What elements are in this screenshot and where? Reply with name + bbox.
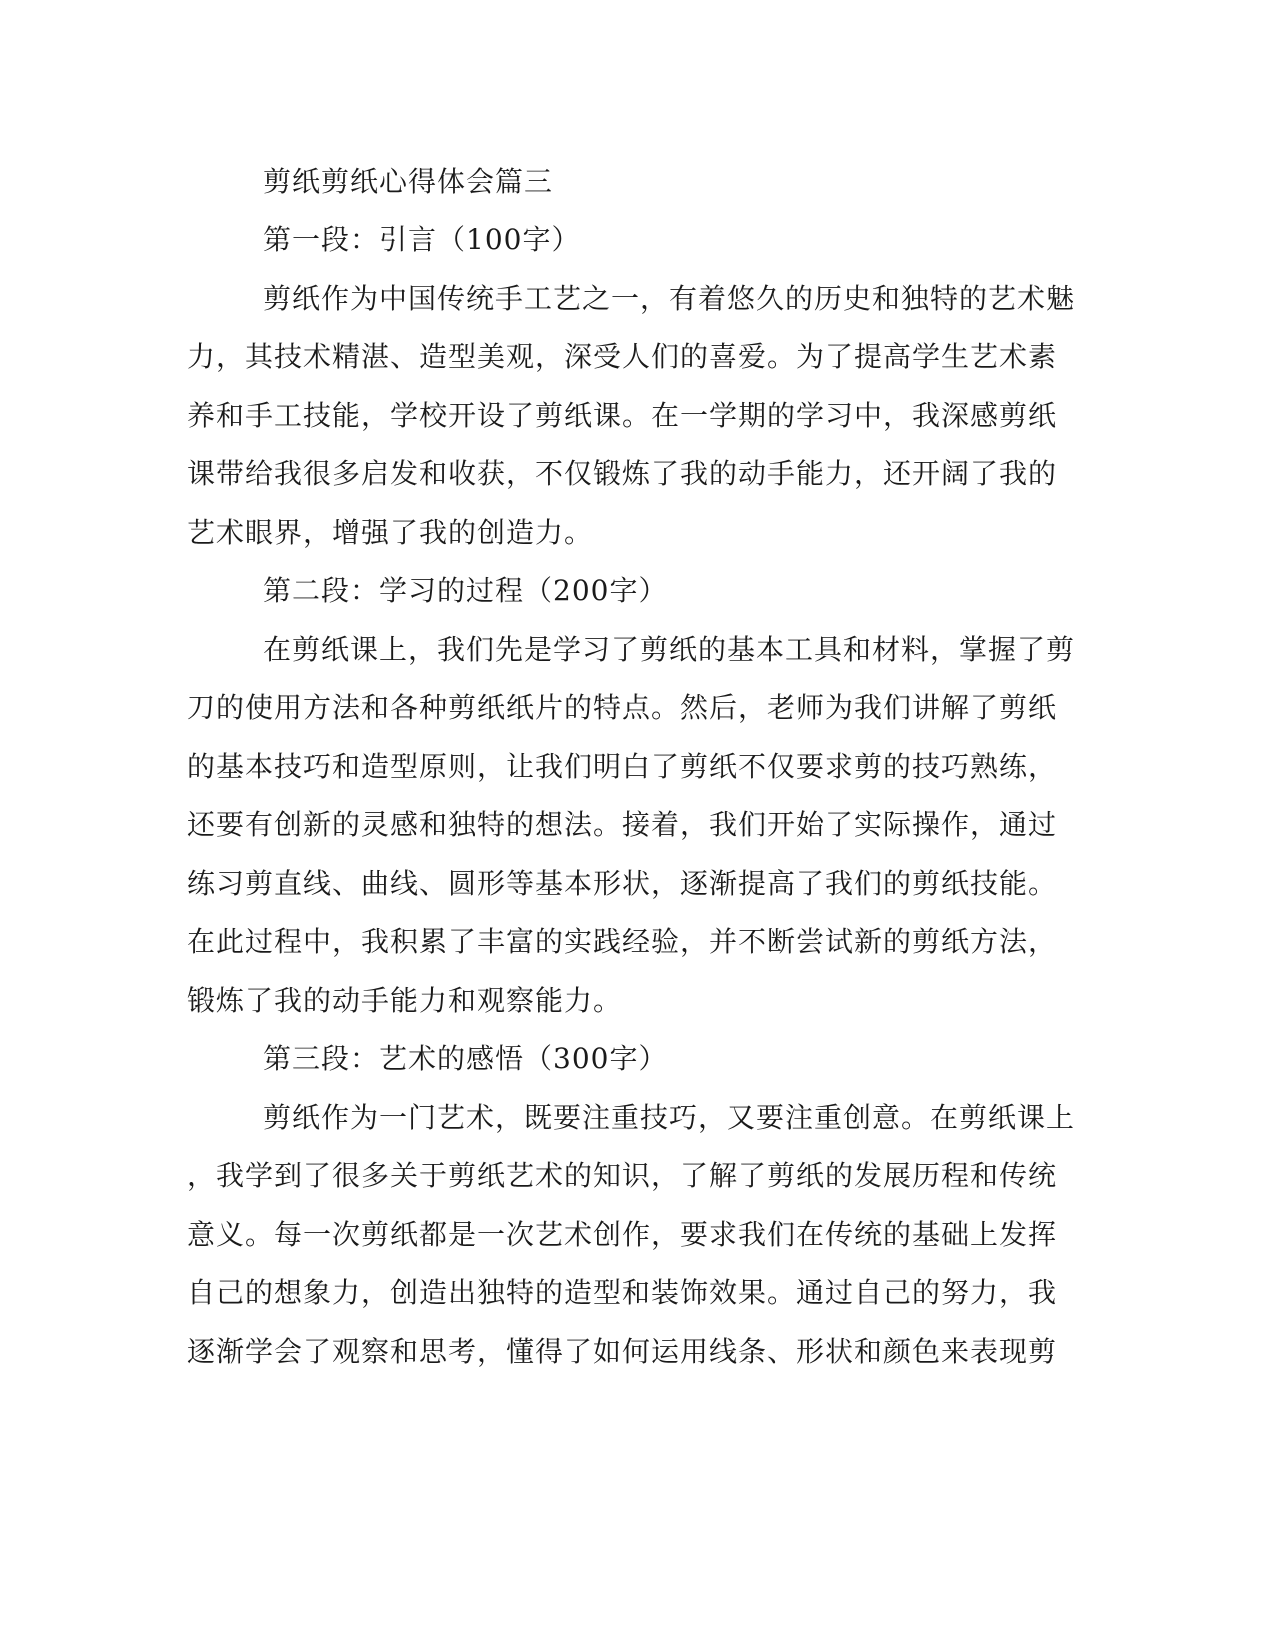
section-2-line: 锻炼了我的动手能力和观察能力。 xyxy=(187,984,623,1017)
section-2-line: 在此过程中，我积累了丰富的实践经验，并不断尝试新的剪纸方法， xyxy=(187,925,1058,958)
section-3-line: 意义。每一次剪纸都是一次艺术创作，要求我们在传统的基础上发挥 xyxy=(187,1218,1058,1251)
section-1-line: 力，其技术精湛、造型美观，深受人们的喜爱。为了提高学生艺术素 xyxy=(187,340,1058,373)
section-3-line: 逐渐学会了观察和思考，懂得了如何运用线条、形状和颜色来表现剪 xyxy=(187,1335,1058,1368)
section-3-line: 剪纸作为一门艺术，既要注重技巧，又要注重创意。在剪纸课上 xyxy=(263,1101,1076,1134)
section-2-line: 在剪纸课上，我们先是学习了剪纸的基本工具和材料，掌握了剪 xyxy=(263,633,1076,666)
section-3-line: ，我学到了很多关于剪纸艺术的知识，了解了剪纸的发展历程和传统 xyxy=(187,1159,1058,1192)
section-2-line: 的基本技巧和造型原则，让我们明白了剪纸不仅要求剪的技巧熟练， xyxy=(187,750,1058,783)
section-1-line: 剪纸作为中国传统手工艺之一，有着悠久的历史和独特的艺术魅 xyxy=(263,282,1076,315)
document-title: 剪纸剪纸心得体会篇三 xyxy=(263,165,554,198)
section-3-line: 自己的想象力，创造出独特的造型和装饰效果。通过自己的努力，我 xyxy=(187,1276,1058,1309)
section-2-line: 练习剪直线、曲线、圆形等基本形状，逐渐提高了我们的剪纸技能。 xyxy=(187,867,1058,900)
section-1-line: 艺术眼界，增强了我的创造力。 xyxy=(187,516,594,549)
section-1-heading: 第一段：引言（100字） xyxy=(263,223,581,256)
section-1-line: 课带给我很多启发和收获，不仅锻炼了我的动手能力，还开阔了我的 xyxy=(187,457,1058,490)
section-2-line: 还要有创新的灵感和独特的想法。接着，我们开始了实际操作，通过 xyxy=(187,808,1058,841)
section-2-heading: 第二段：学习的过程（200字） xyxy=(263,574,668,607)
section-2-line: 刀的使用方法和各种剪纸纸片的特点。然后，老师为我们讲解了剪纸 xyxy=(187,691,1058,724)
section-1-line: 养和手工技能，学校开设了剪纸课。在一学期的学习中，我深感剪纸 xyxy=(187,399,1058,432)
section-3-heading: 第三段：艺术的感悟（300字） xyxy=(263,1042,668,1075)
